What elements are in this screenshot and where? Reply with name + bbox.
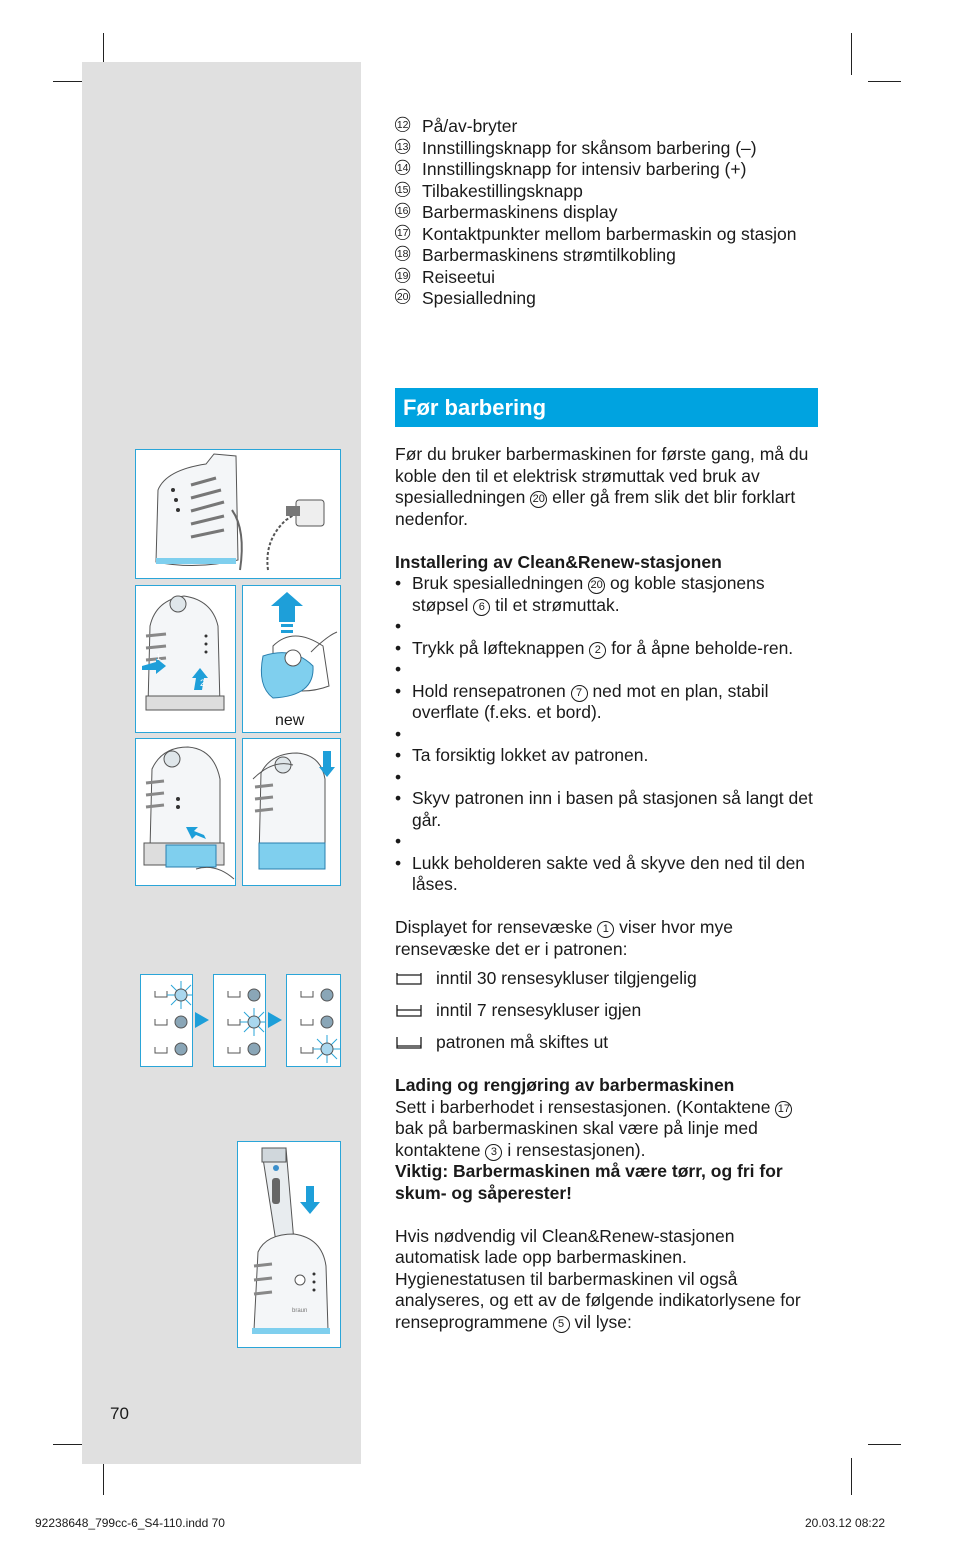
- level-label: inntil 7 rensesykluser igjen: [436, 1000, 642, 1020]
- part-number: 17: [396, 225, 409, 238]
- important-note: Viktig: Barbermaskinen må være tørr, og fri for skum- og såperester!: [395, 1161, 783, 1203]
- level-label: patronen må skiftes ut: [436, 1032, 609, 1052]
- final-paragraph: [395, 1226, 820, 1334]
- list-item: [395, 267, 825, 289]
- list-item: [395, 224, 802, 246]
- list-item: [395, 181, 825, 203]
- part-number: 18: [396, 247, 409, 260]
- step-number-2: 2: [200, 678, 206, 688]
- crop-mark: [53, 1444, 85, 1445]
- charge-title: Lading og rengjøring av barbermaskinen: [395, 1075, 735, 1095]
- part-label: På/av-bryter: [422, 116, 518, 136]
- display-paragraph: [395, 917, 820, 960]
- spacer: [395, 724, 820, 746]
- list-item: • Skyv patronen inn i basen på stasjonen så langt det går.: [395, 788, 820, 831]
- figure-level-display-empty: [286, 974, 341, 1067]
- parts-list: [395, 116, 825, 310]
- part-label: Reiseetui: [422, 266, 495, 287]
- reference-number: 20: [530, 491, 547, 508]
- install-steps: [395, 573, 820, 896]
- figure-open-container: [135, 585, 236, 733]
- list-item: [395, 638, 820, 660]
- part-label: Spesialledning: [422, 288, 536, 308]
- text-span: for å åpne beholde-ren.: [606, 637, 794, 658]
- part-number: 19: [396, 268, 409, 281]
- new-label: new: [275, 712, 305, 729]
- part-number: 16: [396, 204, 409, 217]
- crop-mark: [53, 81, 85, 82]
- arrow-icon: [268, 1012, 282, 1028]
- level-row: [395, 1032, 820, 1064]
- part-number: 12: [396, 118, 409, 131]
- reference-number: 6: [473, 599, 490, 616]
- reference-number: 7: [571, 685, 588, 702]
- level-full-icon: [396, 972, 422, 986]
- part-label: Barbermaskinens display: [422, 202, 618, 222]
- reference-number: 17: [775, 1101, 792, 1118]
- reference-number: 5: [553, 1316, 570, 1333]
- part-number: 14: [396, 161, 409, 174]
- text-span: vil lyse:: [569, 1311, 632, 1332]
- text-span: bak på barbermaskinen skal være på linje med kontaktene: [395, 1118, 758, 1160]
- crop-mark: [868, 1444, 901, 1445]
- crop-mark: [868, 81, 901, 82]
- spacer: [395, 616, 820, 638]
- crop-mark: [851, 1458, 852, 1495]
- text-span: eller gå frem slik det blir forklart nedenfor.: [395, 487, 796, 529]
- brand-logo: braun: [292, 1308, 308, 1314]
- figure-insert-cartridge: [135, 738, 236, 886]
- list-item: [395, 288, 825, 310]
- spacer: [395, 831, 820, 853]
- list-item: [395, 245, 825, 267]
- reference-number: 2: [589, 642, 606, 659]
- step-number-1: 1: [156, 652, 162, 662]
- list-item: • Lukk beholderen sakte ved å skyve den ned til den låses.: [395, 853, 820, 896]
- part-label: Tilbakestillingsknapp: [422, 180, 583, 201]
- crop-mark: [851, 33, 852, 75]
- spacer: [395, 767, 820, 789]
- list-item: • Ta forsiktig lokket av patronen.: [395, 745, 820, 767]
- section-heading: Før barbering: [395, 388, 818, 427]
- text-span: Før du bruker barbermaskinen for første gang, må du koble den til et elektrisk strømuttak ved bruk av spesialledningen: [395, 444, 809, 507]
- intro-paragraph: [395, 444, 820, 530]
- text-span: Displayet for rensevæske: [395, 917, 598, 937]
- charge-paragraph: [395, 1097, 820, 1162]
- text-span: Hvis nødvendig vil Clean&Renew-stasjonen automatisk lade opp barbermaskinen. Hygienestatusen til barbermaskinen vil også analyseres, og ett av de følgende indikatorlysene for renseprogrammene: [395, 1225, 801, 1332]
- level-row: [395, 1000, 820, 1032]
- text-span: Sett i barberhodet i rensestasjonen. (Kontaktene: [395, 1096, 776, 1117]
- part-label: Kontaktpunkter mellom barbermaskin og stasjon: [422, 223, 797, 244]
- part-label: Barbermaskinens strømtilkobling: [422, 245, 676, 265]
- figure-station-plug: [135, 449, 341, 579]
- figure-level-display-medium: [213, 974, 266, 1067]
- footer-file: 92238648_799cc-6_S4-110.indd 70: [35, 1516, 225, 1530]
- figure-shaver-in-station: [237, 1141, 341, 1348]
- level-row: [395, 968, 820, 1000]
- list-item: [395, 138, 825, 160]
- arrow-icon: [195, 1012, 209, 1028]
- text-span: ned mot en plan, stabil overflate (f.eks. et bord).: [412, 680, 769, 722]
- footer-date: 20.03.12 08:22: [805, 1516, 886, 1530]
- part-number: 15: [396, 182, 409, 195]
- part-label: Innstillingsknapp for intensiv barbering (+): [422, 159, 747, 179]
- part-number: 13: [396, 139, 409, 152]
- text-span: Hold rensepatronen: [412, 680, 571, 701]
- figure-cartridge-new: [242, 585, 341, 733]
- figure-close-container: [242, 738, 341, 886]
- text-span: til et strømuttak.: [490, 594, 620, 615]
- part-number: 20: [396, 290, 409, 303]
- text-span: i rensestasjonen).: [502, 1139, 646, 1160]
- level-empty-icon: [396, 1036, 422, 1050]
- list-item: [395, 681, 820, 724]
- level-label: inntil 30 rensesykluser tilgjengelig: [436, 968, 697, 988]
- spacer: [395, 659, 820, 681]
- reference-number: 1: [597, 921, 614, 938]
- install-title: Installering av Clean&Renew-stasjonen: [395, 551, 722, 572]
- text-span: og koble stasjonens støpsel: [412, 573, 765, 615]
- list-item: [395, 116, 825, 138]
- reference-number: 3: [485, 1144, 502, 1161]
- text-span: viser hvor mye rensevæske det er i patronen:: [395, 917, 733, 959]
- list-item: [395, 573, 820, 616]
- page-number: 70: [110, 1404, 129, 1423]
- part-label: Innstillingsknapp for skånsom barbering (–): [422, 137, 757, 158]
- text-span: Bruk spesialledningen: [412, 573, 589, 593]
- list-item: [395, 159, 825, 181]
- main-text: [395, 444, 820, 1333]
- list-item: [395, 202, 825, 224]
- level-medium-icon: [396, 1004, 422, 1018]
- text-span: Trykk på løfteknappen: [412, 637, 590, 658]
- reference-number: 20: [588, 577, 605, 594]
- figure-level-display-full: [140, 974, 193, 1067]
